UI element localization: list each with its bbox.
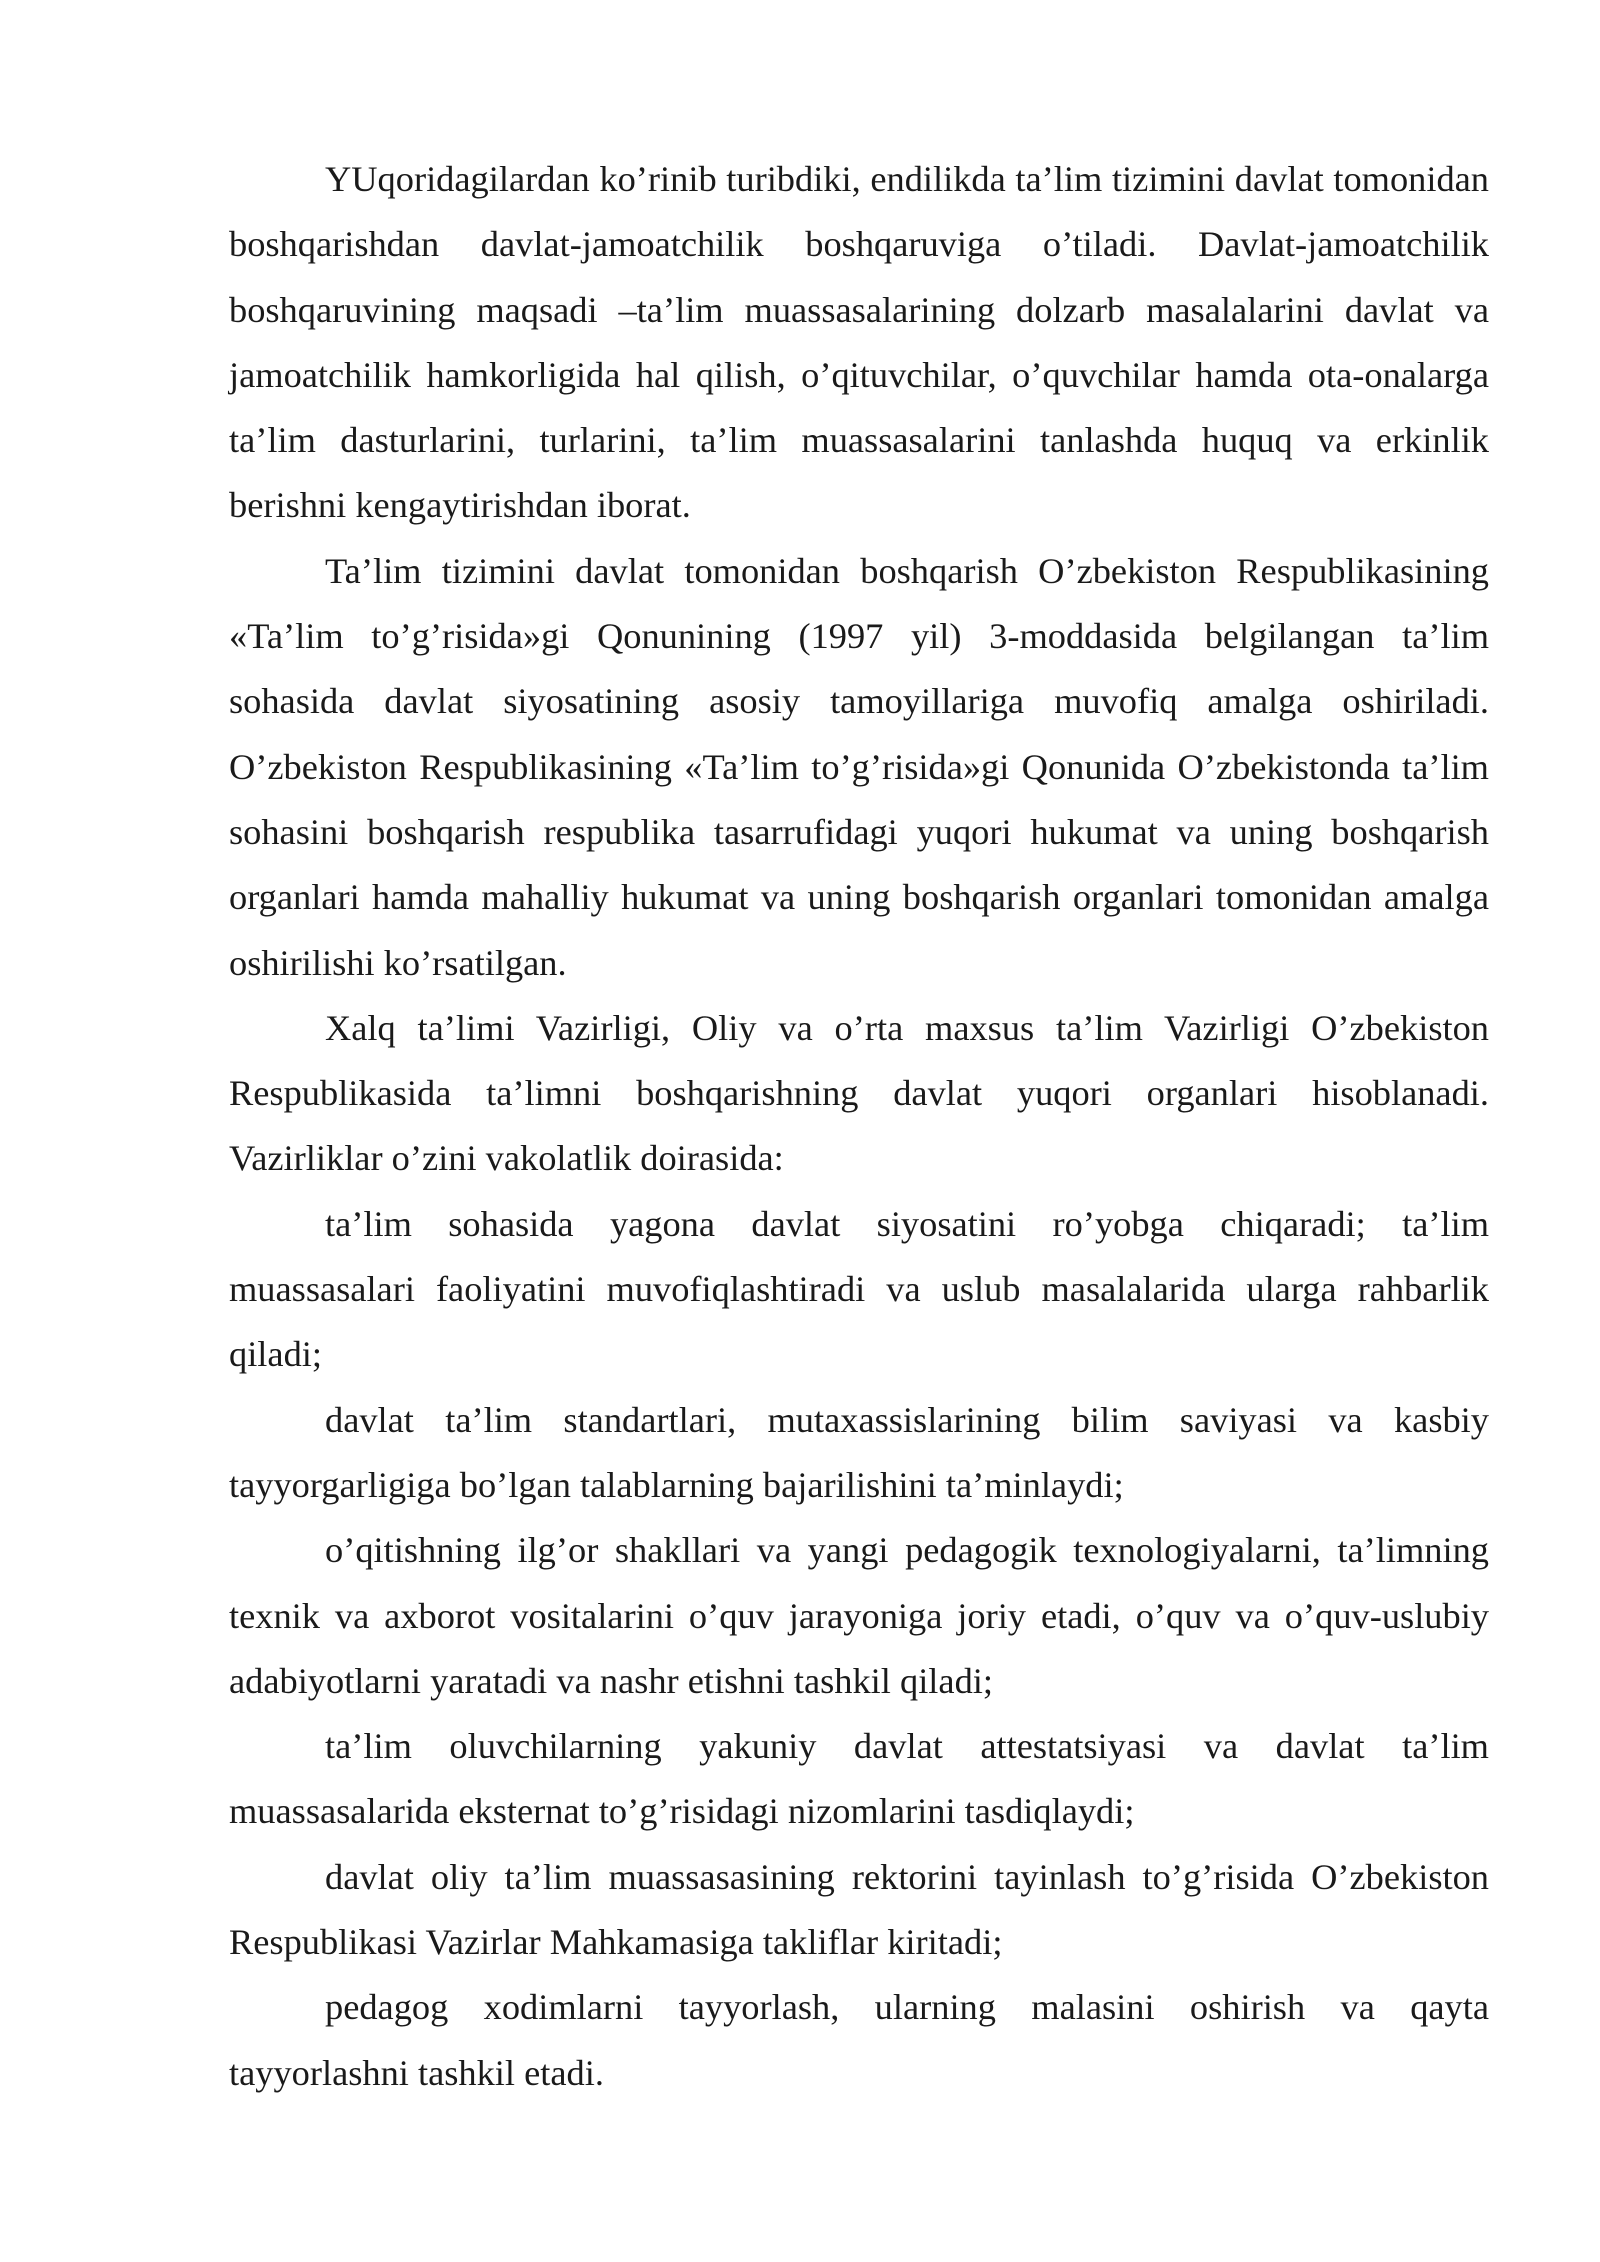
list-item: pedagog xodimlarni tayyorlash, ularning malasini oshirish va qayta tayyorlashni tashkil etadi. — [229, 1987, 1489, 2093]
list-item: ta’lim oluvchilarning yakuniy davlat attestatsiyasi va davlat ta’lim muassasalarida eksternat to’g’risidagi nizomlarini tasdiqlaydi; — [229, 1726, 1489, 1832]
paragraph-ministries: Xalq ta’limi Vazirligi, Oliy va o’rta maxsus ta’lim Vazirligi O’zbekiston Respublikasida ta’limni boshqarishning davlat yuqori organlari hisoblanadi. Vazirliklar o’zini vakolatlik doirasida: — [229, 1007, 1489, 1179]
list-item: davlat ta’lim standartlari, mutaxassislarining bilim saviyasi va kasbiy tayyorgarligiga bo’lgan talablarning bajarilishini ta’minlaydi; — [229, 1399, 1489, 1505]
list-item: davlat oliy ta’lim muassasasining rektorini tayinlash to’g’risida O’zbekiston Respublikasi Vazirlar Mahkamasiga takliflar kiritadi; — [229, 1856, 1489, 1963]
document-body — [229, 147, 1489, 2106]
list-item: ta’lim sohasida yagona davlat siyosatini ro’yobga chiqaradi; ta’lim muassasalari faoliyatini muvofiqlashtiradi va uslub masalalarida ularga rahbarlik qiladi; — [229, 1203, 1489, 1375]
paragraph-law: Ta’lim tizimini davlat tomonidan boshqarish O’zbekiston Respublikasining «Ta’lim to’g’risida»gi Qonunining (1997 yil) 3-moddasida belgilangan ta’lim sohasida davlat siyosatining asosiy tamoyillariga muvofiq amalga oshiriladi. O’zbekiston Respublikasining «Ta’lim to’g’risida»gi Qonunida O’zbekistonda ta’lim sohasini boshqarish respublika tasarrufidagi yuqori hukumat va uning boshqarish organlari hamda mahalliy hukumat va uning boshqarish organlari tomonidan amalga oshirilishi ko’rsatilgan. — [229, 550, 1489, 983]
list-item: o’qitishning ilg’or shakllari va yangi pedagogik texnologiyalarni, ta’limning texnik va axborot vositalarini o’quv jarayoniga joriy etadi, o’quv va o’quv-uslubiy adabiyotlarni yaratadi va nashr etishni tashkil qiladi; — [229, 1530, 1489, 1701]
paragraph-intro: YUqoridagilardan ko’rinib turibdiki, endilikda ta’lim tizimini davlat tomonidan boshqarishdan davlat-jamoatchilik boshqaruviga o’tiladi. Davlat-jamoatchilik boshqaruvining maqsadi –ta’lim muassasalarining dolzarb masalalarini davlat va jamoatchilik hamkorligida hal qilish, o’qituvchilar, o’quvchilar hamda ota-onalarga ta’lim dasturlarini, turlarini, ta’lim muassasalarini tanlashda huquq va erkinlik berishni kengaytirishdan iborat. — [229, 159, 1489, 526]
